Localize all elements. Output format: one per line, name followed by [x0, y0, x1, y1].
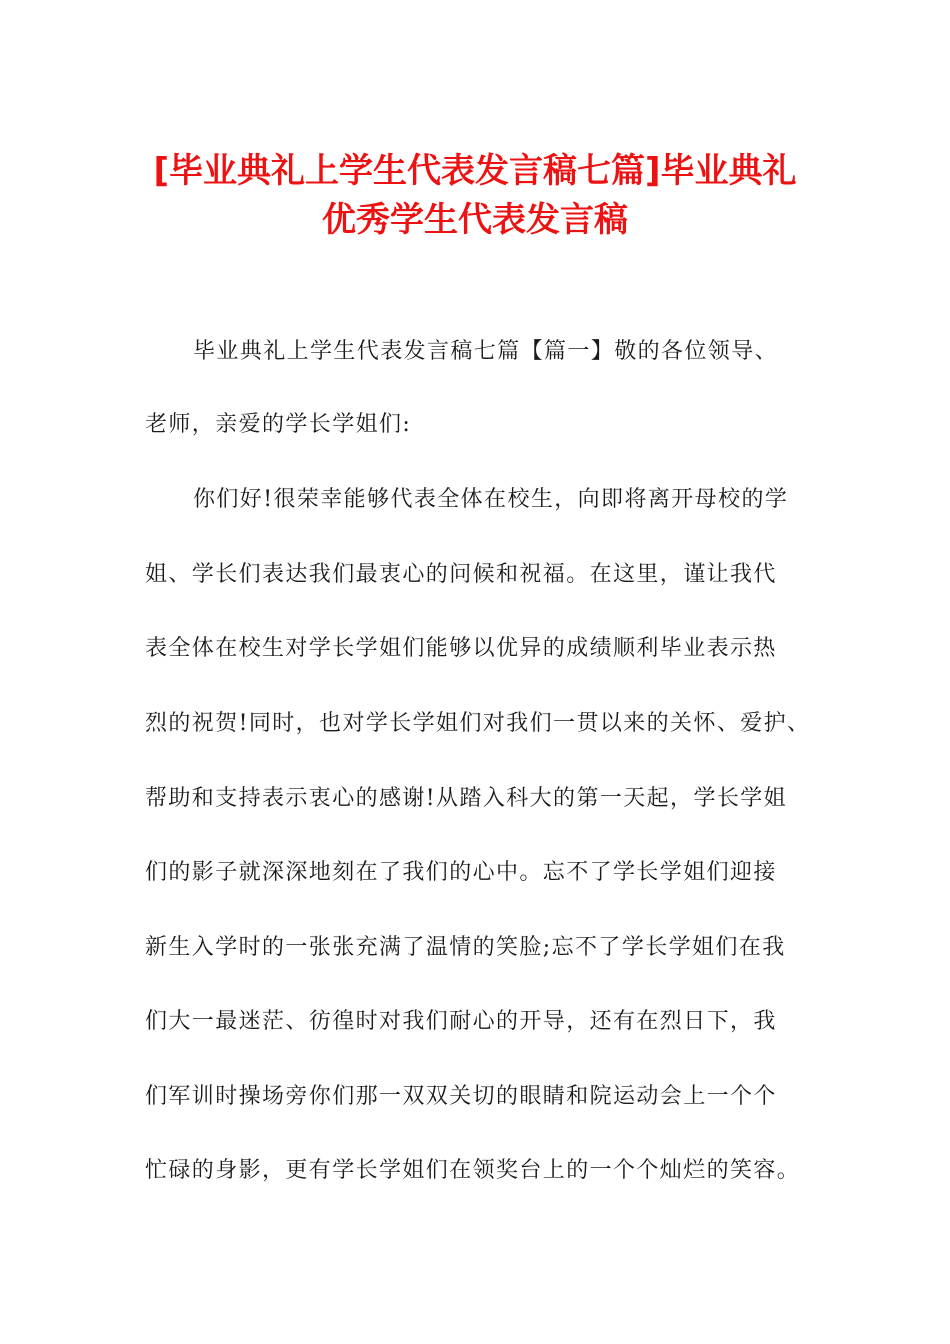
body-line-2: 老师，亲爱的学长学姐们: [145, 412, 412, 437]
body-line-6: 烈的祝贺!同时，也对学长学姐们对我们一贯以来的关怀、爱护、 [145, 711, 811, 736]
document-title-line-2: 优秀学生代表发言稿 [322, 200, 628, 240]
document-title-line-1: [毕业典礼上学生代表发言稿七篇]毕业典礼 [153, 151, 797, 191]
body-line-5: 表全体在校生对学长学姐们能够以优异的成绩顺利毕业表示热 [145, 636, 777, 661]
body-line-1: 毕业典礼上学生代表发言稿七篇【篇一】敬的各位领导、 [193, 339, 779, 364]
body-line-10: 们大一最迷茫、彷徨时对我们耐心的开导，还有在烈日下，我 [145, 1009, 777, 1034]
body-line-9: 新生入学时的一张张充满了温情的笑脸;忘不了学长学姐们在我 [145, 935, 786, 960]
body-line-7: 帮助和支持表示衷心的感谢!从踏入科大的第一天起，学长学姐 [145, 786, 788, 811]
body-line-11: 们军训时操场旁你们那一双双关切的眼睛和院运动会上一个个 [145, 1084, 777, 1109]
body-line-4: 姐、学长们表达我们最衷心的问候和祝福。在这里，谨让我代 [145, 562, 777, 587]
body-line-8: 们的影子就深深地刻在了我们的心中。忘不了学长学姐们迎接 [145, 860, 777, 885]
body-line-3: 你们好!很荣幸能够代表全体在校生，向即将离开母校的学 [193, 487, 789, 512]
body-line-12: 忙碌的身影，更有学长学姐们在领奖台上的一个个灿烂的笑容。 [145, 1158, 801, 1183]
